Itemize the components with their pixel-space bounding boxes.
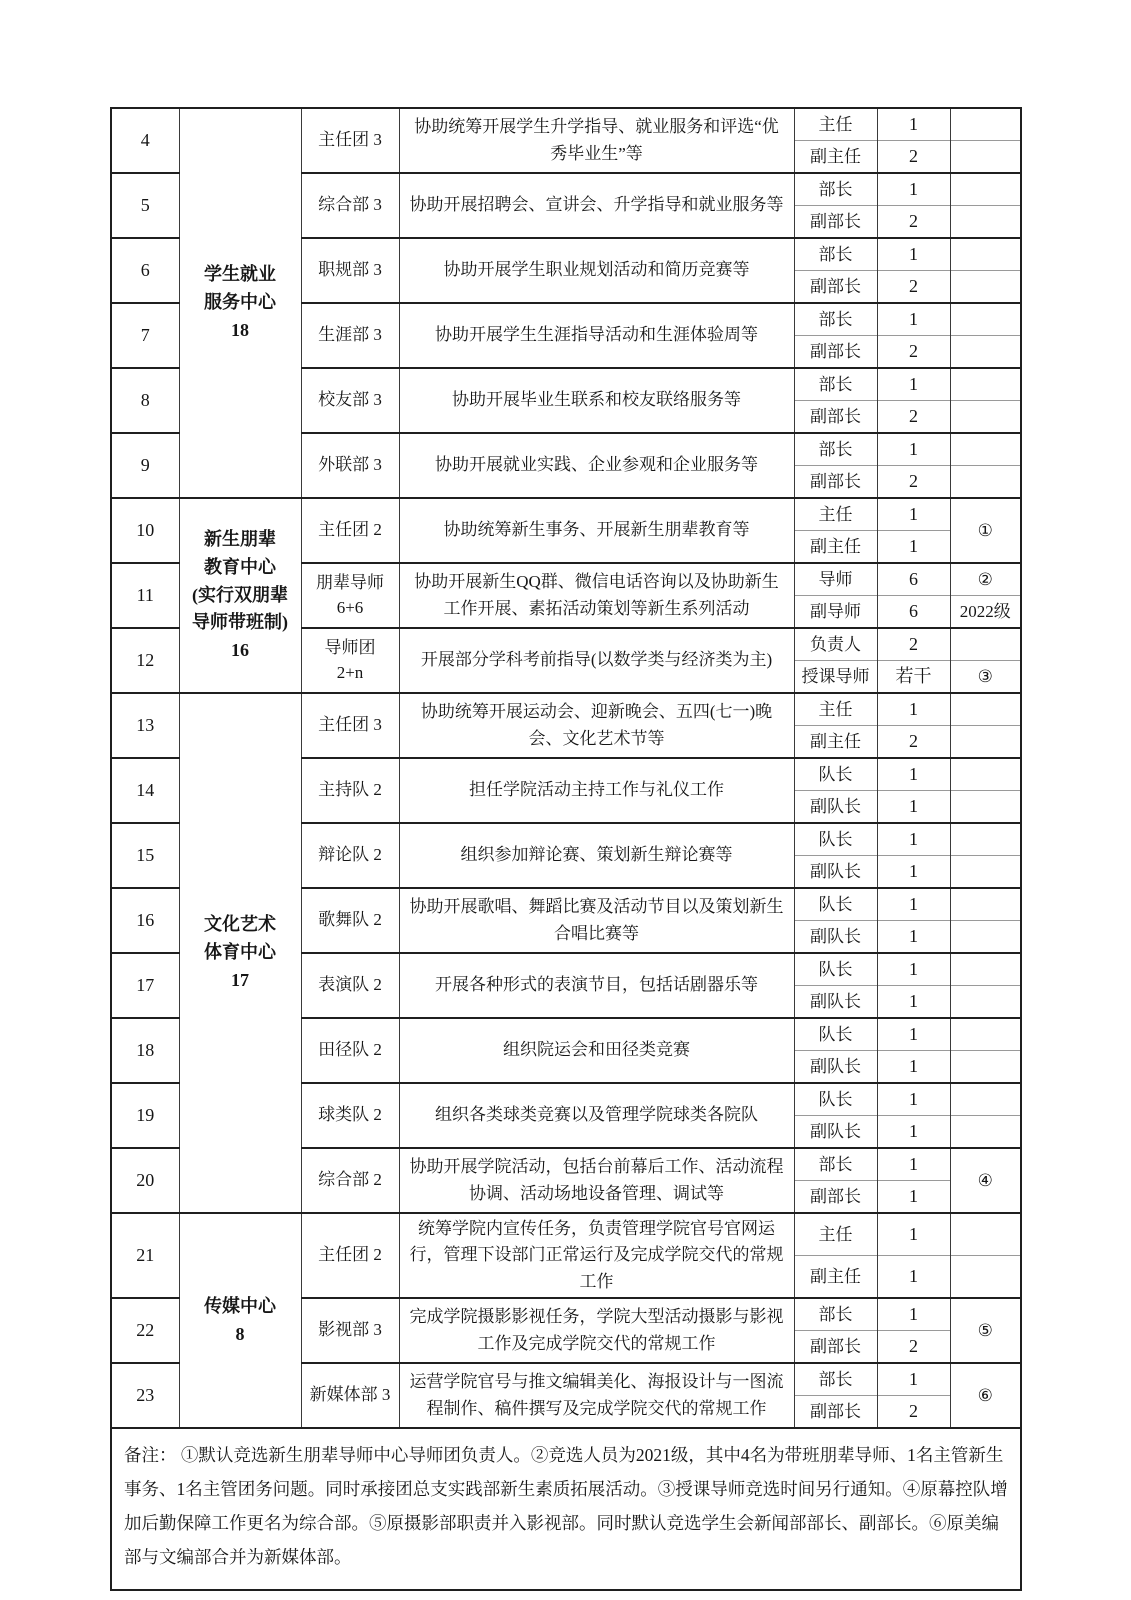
headcount-cell: 1 xyxy=(877,1116,950,1149)
headcount-cell: 1 xyxy=(877,238,950,271)
duty-description-cell: 协助统筹新生事务、开展新生朋辈教育等 xyxy=(399,498,794,563)
note-cell xyxy=(950,141,1021,174)
department-cell: 表演队 2 xyxy=(301,953,399,1018)
note-cell xyxy=(950,921,1021,954)
note-cell xyxy=(950,628,1021,661)
department-cell: 生涯部 3 xyxy=(301,303,399,368)
duty-description-cell: 担任学院活动主持工作与礼仪工作 xyxy=(399,758,794,823)
row-number-cell: 19 xyxy=(111,1083,179,1148)
position-cell: 副主任 xyxy=(794,531,877,564)
position-cell: 部长 xyxy=(794,1298,877,1331)
position-cell: 部长 xyxy=(794,1148,877,1181)
position-cell: 主任 xyxy=(794,108,877,141)
department-cell: 歌舞队 2 xyxy=(301,888,399,953)
note-cell xyxy=(950,108,1021,141)
position-cell: 副部长 xyxy=(794,1331,877,1364)
row-number-cell: 11 xyxy=(111,563,179,628)
note-cell xyxy=(950,726,1021,759)
row-number-cell: 12 xyxy=(111,628,179,693)
department-cell: 综合部 2 xyxy=(301,1148,399,1213)
duty-description-cell: 统筹学院内宣传任务，负责管理学院官号官网运行，管理下设部门正常运行及完成学院交代的常规工作 xyxy=(399,1213,794,1298)
position-cell: 副队长 xyxy=(794,791,877,824)
position-cell: 副部长 xyxy=(794,401,877,434)
department-cell: 导师团 2+n xyxy=(301,628,399,693)
position-cell: 副部长 xyxy=(794,336,877,369)
headcount-cell: 1 xyxy=(877,791,950,824)
duty-description-cell: 完成学院摄影影视任务，学院大型活动摄影与影视工作及完成学院交代的常规工作 xyxy=(399,1298,794,1363)
position-cell: 部长 xyxy=(794,433,877,466)
duty-description-cell: 组织院运会和田径类竞赛 xyxy=(399,1018,794,1083)
duty-description-cell: 运营学院官号与推文编辑美化、海报设计与一图流程制作、稿件撰写及完成学院交代的常规工作 xyxy=(399,1363,794,1428)
department-cell: 主任团 3 xyxy=(301,108,399,173)
row-number-cell: 5 xyxy=(111,173,179,238)
note-cell: ⑥ xyxy=(950,1363,1021,1428)
row-number-cell: 21 xyxy=(111,1213,179,1298)
position-cell: 副部长 xyxy=(794,206,877,239)
note-cell xyxy=(950,1018,1021,1051)
position-cell: 部长 xyxy=(794,238,877,271)
department-cell: 新媒体部 3 xyxy=(301,1363,399,1428)
position-cell: 队长 xyxy=(794,758,877,791)
headcount-cell: 1 xyxy=(877,303,950,336)
headcount-cell: 1 xyxy=(877,1363,950,1396)
duty-description-cell: 协助开展毕业生联系和校友联络服务等 xyxy=(399,368,794,433)
position-cell: 队长 xyxy=(794,888,877,921)
position-cell: 主任 xyxy=(794,498,877,531)
position-cell: 负责人 xyxy=(794,628,877,661)
headcount-cell: 1 xyxy=(877,986,950,1019)
position-cell: 副队长 xyxy=(794,1051,877,1084)
department-cell: 主持队 2 xyxy=(301,758,399,823)
headcount-cell: 1 xyxy=(877,921,950,954)
row-number-cell: 18 xyxy=(111,1018,179,1083)
position-cell: 副队长 xyxy=(794,986,877,1019)
row-number-cell: 7 xyxy=(111,303,179,368)
headcount-cell: 2 xyxy=(877,466,950,499)
note-cell xyxy=(950,791,1021,824)
note-cell xyxy=(950,888,1021,921)
center-name-cell: 文化艺术 体育中心 17 xyxy=(179,693,301,1213)
note-cell xyxy=(950,1051,1021,1084)
note-cell xyxy=(950,1213,1021,1256)
position-cell: 主任 xyxy=(794,693,877,726)
duty-description-cell: 组织各类球类竞赛以及管理学院球类各院队 xyxy=(399,1083,794,1148)
headcount-cell: 1 xyxy=(877,953,950,986)
headcount-cell: 1 xyxy=(877,1083,950,1116)
center-name-cell: 学生就业 服务中心 18 xyxy=(179,108,301,498)
org-structure-table xyxy=(110,107,1022,1429)
headcount-cell: 1 xyxy=(877,693,950,726)
duty-description-cell: 协助开展学院活动，包括台前幕后工作、活动流程协调、活动场地设备管理、调试等 xyxy=(399,1148,794,1213)
headcount-cell: 1 xyxy=(877,1018,950,1051)
row-number-cell: 9 xyxy=(111,433,179,498)
headcount-cell: 1 xyxy=(877,108,950,141)
row-number-cell: 22 xyxy=(111,1298,179,1363)
duty-description-cell: 协助开展学生职业规划活动和简历竞赛等 xyxy=(399,238,794,303)
department-cell: 职规部 3 xyxy=(301,238,399,303)
headcount-cell: 6 xyxy=(877,563,950,596)
note-cell xyxy=(950,433,1021,466)
note-cell xyxy=(950,823,1021,856)
position-cell: 导师 xyxy=(794,563,877,596)
row-number-cell: 17 xyxy=(111,953,179,1018)
department-cell: 主任团 2 xyxy=(301,1213,399,1298)
note-cell xyxy=(950,1083,1021,1116)
duty-description-cell: 协助开展招聘会、宣讲会、升学指导和就业服务等 xyxy=(399,173,794,238)
row-number-cell: 23 xyxy=(111,1363,179,1428)
headcount-cell: 1 xyxy=(877,1213,950,1256)
position-cell: 部长 xyxy=(794,1363,877,1396)
row-number-cell: 13 xyxy=(111,693,179,758)
center-name-cell: 传媒中心 8 xyxy=(179,1213,301,1428)
headcount-cell: 1 xyxy=(877,1148,950,1181)
department-cell: 外联部 3 xyxy=(301,433,399,498)
department-cell: 球类队 2 xyxy=(301,1083,399,1148)
position-cell: 副队长 xyxy=(794,856,877,889)
note-cell: 2022级 xyxy=(950,596,1021,629)
department-cell: 田径队 2 xyxy=(301,1018,399,1083)
position-cell: 授课导师 xyxy=(794,661,877,694)
note-cell xyxy=(950,336,1021,369)
note-cell xyxy=(950,368,1021,401)
position-cell: 副主任 xyxy=(794,141,877,174)
row-number-cell: 20 xyxy=(111,1148,179,1213)
notes-text: 备注： ①默认竞选新生朋辈导师中心导师团负责人。②竞选人员为2021级，其中4名为带班朋辈导师、1名主管新生事务、1名主管团务问题。同时承接团总支实践部新生素质拓展活动。③授课导师竞选时间另行通知。④原幕控队增加后勤保障工作更名为综合部。⑤原摄影部职责并入影视部。同时默认竞选学生会新闻部部长、副部长。⑥原美编部与文编部合并为新媒体部。 xyxy=(124,1445,1008,1568)
note-cell xyxy=(950,238,1021,271)
position-cell: 副队长 xyxy=(794,921,877,954)
headcount-cell: 2 xyxy=(877,206,950,239)
position-cell: 副部长 xyxy=(794,1181,877,1214)
note-cell: ① xyxy=(950,498,1021,563)
headcount-cell: 1 xyxy=(877,823,950,856)
department-cell: 综合部 3 xyxy=(301,173,399,238)
position-cell: 部长 xyxy=(794,173,877,206)
org-table-wrap xyxy=(110,107,1022,1591)
headcount-cell: 2 xyxy=(877,726,950,759)
headcount-cell: 2 xyxy=(877,1396,950,1429)
position-cell: 副部长 xyxy=(794,271,877,304)
headcount-cell: 1 xyxy=(877,856,950,889)
row-number-cell: 15 xyxy=(111,823,179,888)
headcount-cell: 1 xyxy=(877,1181,950,1214)
headcount-cell: 1 xyxy=(877,888,950,921)
position-cell: 副主任 xyxy=(794,726,877,759)
duty-description-cell: 协助统筹开展运动会、迎新晚会、五四(七一)晚会、文化艺术节等 xyxy=(399,693,794,758)
note-cell: ⑤ xyxy=(950,1298,1021,1363)
department-cell: 主任团 3 xyxy=(301,693,399,758)
department-cell: 辩论队 2 xyxy=(301,823,399,888)
headcount-cell: 2 xyxy=(877,141,950,174)
note-cell: ② xyxy=(950,563,1021,596)
position-cell: 部长 xyxy=(794,303,877,336)
headcount-cell: 1 xyxy=(877,433,950,466)
headcount-cell: 1 xyxy=(877,1051,950,1084)
notes-box xyxy=(110,1427,1022,1591)
note-cell xyxy=(950,953,1021,986)
headcount-cell: 1 xyxy=(877,1298,950,1331)
position-cell: 队长 xyxy=(794,1083,877,1116)
row-number-cell: 4 xyxy=(111,108,179,173)
headcount-cell: 1 xyxy=(877,498,950,531)
headcount-cell: 若干 xyxy=(877,661,950,694)
position-cell: 队长 xyxy=(794,823,877,856)
row-number-cell: 14 xyxy=(111,758,179,823)
position-cell: 副主任 xyxy=(794,1256,877,1299)
duty-description-cell: 开展各种形式的表演节目，包括话剧器乐等 xyxy=(399,953,794,1018)
position-cell: 部长 xyxy=(794,368,877,401)
note-cell xyxy=(950,303,1021,336)
headcount-cell: 1 xyxy=(877,1256,950,1299)
note-cell: ③ xyxy=(950,661,1021,694)
headcount-cell: 1 xyxy=(877,173,950,206)
duty-description-cell: 协助开展学生生涯指导活动和生涯体验周等 xyxy=(399,303,794,368)
center-name-cell: 新生朋辈 教育中心 (实行双朋辈 导师带班制) 16 xyxy=(179,498,301,693)
position-cell: 副部长 xyxy=(794,1396,877,1429)
duty-description-cell: 协助统筹开展学生升学指导、就业服务和评选“优秀毕业生”等 xyxy=(399,108,794,173)
note-cell xyxy=(950,401,1021,434)
department-cell: 影视部 3 xyxy=(301,1298,399,1363)
position-cell: 副部长 xyxy=(794,466,877,499)
row-number-cell: 10 xyxy=(111,498,179,563)
note-cell xyxy=(950,693,1021,726)
note-cell xyxy=(950,856,1021,889)
department-cell: 校友部 3 xyxy=(301,368,399,433)
note-cell xyxy=(950,466,1021,499)
duty-description-cell: 协助开展新生QQ群、微信电话咨询以及协助新生工作开展、素拓活动策划等新生系列活动 xyxy=(399,563,794,628)
note-cell xyxy=(950,1116,1021,1149)
note-cell xyxy=(950,206,1021,239)
note-cell xyxy=(950,173,1021,206)
headcount-cell: 2 xyxy=(877,336,950,369)
headcount-cell: 1 xyxy=(877,368,950,401)
headcount-cell: 1 xyxy=(877,531,950,564)
duty-description-cell: 协助开展歌唱、舞蹈比赛及活动节目以及策划新生合唱比赛等 xyxy=(399,888,794,953)
headcount-cell: 6 xyxy=(877,596,950,629)
note-cell xyxy=(950,1256,1021,1299)
note-cell xyxy=(950,758,1021,791)
position-cell: 主任 xyxy=(794,1213,877,1256)
department-cell: 主任团 2 xyxy=(301,498,399,563)
position-cell: 副导师 xyxy=(794,596,877,629)
position-cell: 队长 xyxy=(794,1018,877,1051)
headcount-cell: 2 xyxy=(877,401,950,434)
headcount-cell: 2 xyxy=(877,628,950,661)
duty-description-cell: 协助开展就业实践、企业参观和企业服务等 xyxy=(399,433,794,498)
row-number-cell: 6 xyxy=(111,238,179,303)
headcount-cell: 1 xyxy=(877,758,950,791)
note-cell: ④ xyxy=(950,1148,1021,1213)
department-cell: 朋辈导师 6+6 xyxy=(301,563,399,628)
row-number-cell: 16 xyxy=(111,888,179,953)
note-cell xyxy=(950,271,1021,304)
row-number-cell: 8 xyxy=(111,368,179,433)
position-cell: 副队长 xyxy=(794,1116,877,1149)
headcount-cell: 2 xyxy=(877,271,950,304)
duty-description-cell: 开展部分学科考前指导(以数学类与经济类为主) xyxy=(399,628,794,693)
duty-description-cell: 组织参加辩论赛、策划新生辩论赛等 xyxy=(399,823,794,888)
note-cell xyxy=(950,986,1021,1019)
position-cell: 队长 xyxy=(794,953,877,986)
headcount-cell: 2 xyxy=(877,1331,950,1364)
